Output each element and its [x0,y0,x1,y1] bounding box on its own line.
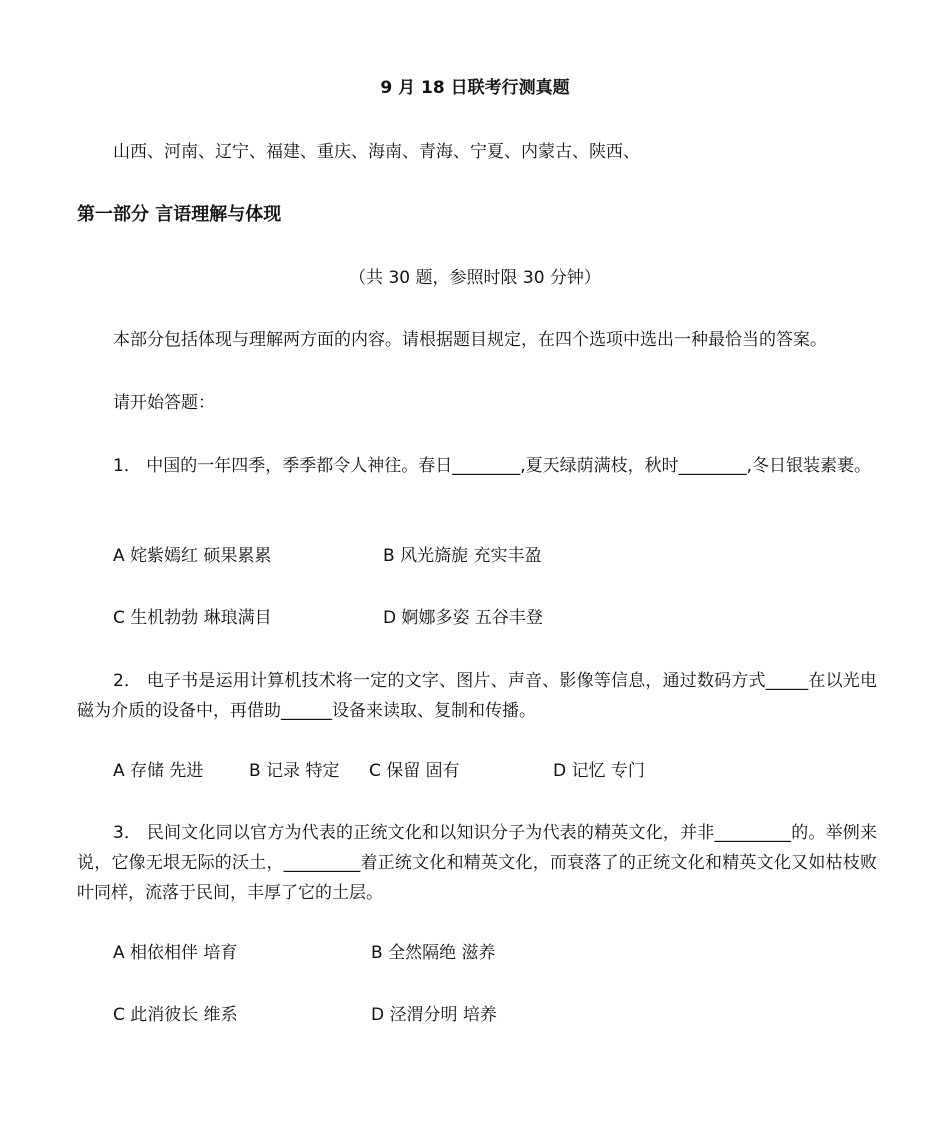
question-1-option-b: B 风光旖旎 充实丰盈 [383,546,542,566]
question-1-stem: 1． 中国的一年四季，季季都令人神往。春日________,夏天绿荫满枝，秋时________,冬日银装素裹。 [113,456,872,476]
section-intro: 本部分包括体现与理解两方面的内容。请根据题目规定，在四个选项中选出一种最恰当的答案。 [113,330,827,350]
question-2-option-d: D 记忆 专门 [553,761,645,781]
question-1-option-a: A 姹紫嫣红 硕果累累 [113,546,272,566]
section-title: 第一部分 言语理解与体现 [77,204,282,225]
question-3-option-b: B 全然隔绝 滋养 [371,943,496,963]
start-prompt: 请开始答题： [113,393,215,413]
question-2-option-c: C 保留 固有 [369,761,460,781]
question-3-option-c: C 此消彼长 维系 [113,1005,238,1025]
question-2-option-b: B 记录 特定 [249,761,340,781]
question-3-option-d: D 泾渭分明 培养 [371,1005,497,1025]
question-2-option-a: A 存储 先进 [113,761,204,781]
question-1-option-d: D 婀娜多姿 五谷丰登 [383,608,543,628]
question-3-option-a: A 相依相伴 培育 [113,943,238,963]
document-title: 9 月 18 日联考行测真题 [380,78,570,98]
timing-note: （共 30 题，参照时限 30 分钟） [349,268,601,288]
question-3-stem: 3． 民间文化同以官方为代表的正统文化和以知识分子为代表的精英文化，并非_________的。举例来说，它像无垠无际的沃土，_________着正统文化和精英文化，而衰落了的正统文化和精英文化又如枯枝败叶同样，流落于民间，丰厚了它的土层。 [77,823,877,903]
question-1-option-c: C 生机勃勃 琳琅满目 [113,608,272,628]
provinces-list: 山西、河南、辽宁、福建、重庆、海南、青海、宁夏、内蒙古、陕西、 [113,142,640,162]
question-2-stem: 2． 电子书是运用计算机技术将一定的文字、图片、声音、影像等信息，通过数码方式_____在以光电磁为介质的设备中，再借助______设备来读取、复制和传播。 [77,671,877,721]
